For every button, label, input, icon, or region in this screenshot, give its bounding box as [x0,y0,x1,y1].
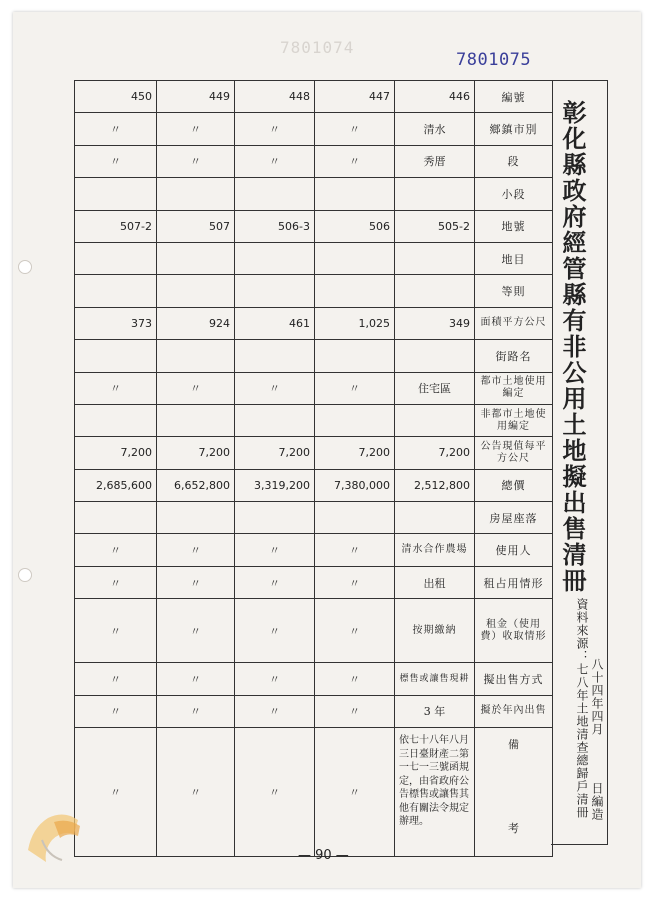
cell [75,340,157,372]
row-user [75,534,553,566]
cell [315,242,395,274]
row-label: 地目 [475,242,553,274]
cell: 2,685,600 [75,469,157,501]
row-area [75,307,553,339]
cell: 〃 [75,695,157,727]
row-label: 街路名 [475,340,553,372]
row-label: 面積平方公尺 [475,307,553,339]
remarks-label-bottom: 考 [508,822,519,836]
cell [395,178,475,210]
source-note: 資料來源：七八年土地清查總歸戶清冊 [575,598,589,819]
cell: 7,200 [315,437,395,469]
row-label: 總價 [475,469,553,501]
cell: 〃 [75,599,157,663]
cell: 349 [395,307,475,339]
document-number: 7801075 [456,50,532,70]
row-label: 租金（使用費）收取情形 [475,599,553,663]
cell: 〃 [315,145,395,177]
row-remarks [75,728,553,857]
cell: 〃 [157,372,235,404]
cell: 〃 [157,663,235,695]
cell [75,242,157,274]
cell: 448 [235,81,315,113]
cell: 461 [235,307,315,339]
cell: 505-2 [395,210,475,242]
cell: 7,200 [157,437,235,469]
cell: 507 [157,210,235,242]
cell: 7,200 [395,437,475,469]
row-label: 擬於年內出售 [475,695,553,727]
cell [395,275,475,307]
row-urban-zone [75,372,553,404]
cell [235,275,315,307]
cell: 〃 [75,728,157,857]
document-title: 彰化縣政府經管縣有非公用土地擬出售清冊 [558,100,587,594]
cell [315,275,395,307]
cell: 450 [75,81,157,113]
cell: 449 [157,81,235,113]
cell: 〃 [235,663,315,695]
row-grade [75,275,553,307]
row-number [75,81,553,113]
row-label-remarks [475,728,553,857]
library-logo-icon [18,800,90,872]
cell: 446 [395,81,475,113]
cell: 住宅區 [395,372,475,404]
cell [157,275,235,307]
cell: 7,380,000 [315,469,395,501]
cell: 3 年 [395,695,475,727]
cell [235,340,315,372]
cell: 447 [315,81,395,113]
cell [395,502,475,534]
cell: 〃 [157,728,235,857]
row-label: 等則 [475,275,553,307]
cell: 373 [75,307,157,339]
cell: 〃 [235,695,315,727]
row-label: 房屋座落 [475,502,553,534]
row-unit-price [75,437,553,469]
remarks-note: 依七十八年八月三日臺財產二第一七一三號函規定，由省政府公告標售或讓售其他有關法令規定辦理。 [395,728,475,857]
cell: 〃 [75,566,157,598]
cell: 〃 [157,145,235,177]
binder-hole [18,260,32,274]
row-label: 租占用情形 [475,566,553,598]
cell: 標售或讓售現耕 [395,663,475,695]
land-sale-table [74,80,553,857]
cell: 〃 [315,534,395,566]
row-label: 段 [475,145,553,177]
row-label: 擬出售方式 [475,663,553,695]
cell: 〃 [315,372,395,404]
cell [157,404,235,436]
cell: 2,512,800 [395,469,475,501]
cell: 7,200 [75,437,157,469]
cell [75,404,157,436]
compile-day: 日編造 [590,782,604,821]
cell: 〃 [235,145,315,177]
cell [315,340,395,372]
cell: 〃 [75,113,157,145]
cell: 〃 [235,372,315,404]
row-label: 地號 [475,210,553,242]
cell: 清水合作農場 [395,534,475,566]
cell [235,242,315,274]
cell [75,275,157,307]
cell: 〃 [75,534,157,566]
cell: 〃 [157,113,235,145]
cell [235,502,315,534]
row-label: 非都市土地使用編定 [475,404,553,436]
cell: 〃 [157,534,235,566]
cell: 〃 [235,599,315,663]
row-label: 鄉鎮市別 [475,113,553,145]
row-sale-period [75,695,553,727]
cell: 924 [157,307,235,339]
cell: 〃 [235,534,315,566]
cell: 按期繳納 [395,599,475,663]
row-street [75,340,553,372]
row-sale-method [75,663,553,695]
cell [235,178,315,210]
cell: 〃 [157,566,235,598]
row-non-urban-zone [75,404,553,436]
ghost-document-number: 7801074 [280,38,355,57]
cell [395,340,475,372]
cell: 〃 [75,145,157,177]
cell [235,404,315,436]
row-township [75,113,553,145]
cell: 〃 [157,599,235,663]
cell: 506-3 [235,210,315,242]
row-lot-no [75,210,553,242]
cell: 6,652,800 [157,469,235,501]
cell [157,340,235,372]
cell: 〃 [315,566,395,598]
row-label: 公告現值每平方公尺 [475,437,553,469]
binder-hole [18,568,32,582]
remarks-label-top: 備 [508,738,519,752]
cell: 〃 [315,113,395,145]
cell: 秀厝 [395,145,475,177]
cell: 1,025 [315,307,395,339]
cell: 〃 [75,372,157,404]
cell: 7,200 [235,437,315,469]
cell: 〃 [157,695,235,727]
cell [75,178,157,210]
row-subsection [75,178,553,210]
row-land-category [75,242,553,274]
cell: 507-2 [75,210,157,242]
cell [157,502,235,534]
row-section [75,145,553,177]
row-label: 都市土地使用編定 [475,372,553,404]
row-label: 編號 [475,81,553,113]
cell [395,404,475,436]
row-lease-status [75,566,553,598]
cell [315,404,395,436]
cell: 3,319,200 [235,469,315,501]
row-label: 小段 [475,178,553,210]
compile-year-month: 八十四年四月 [590,658,604,736]
cell [315,178,395,210]
cell: 〃 [315,663,395,695]
cell: 506 [315,210,395,242]
cell: 〃 [315,695,395,727]
row-label: 使用人 [475,534,553,566]
cell: 〃 [235,566,315,598]
compile-date [589,658,606,821]
cell: 出租 [395,566,475,598]
cell [157,178,235,210]
cell [75,502,157,534]
cell [315,502,395,534]
row-rent-status [75,599,553,663]
cell: 〃 [75,663,157,695]
cell: 〃 [235,728,315,857]
cell [157,242,235,274]
row-building [75,502,553,534]
cell: 清水 [395,113,475,145]
cell: 〃 [315,599,395,663]
row-total-value [75,469,553,501]
cell [395,242,475,274]
cell: 〃 [315,728,395,857]
page-number: — 90 — [298,848,349,863]
cell: 〃 [235,113,315,145]
